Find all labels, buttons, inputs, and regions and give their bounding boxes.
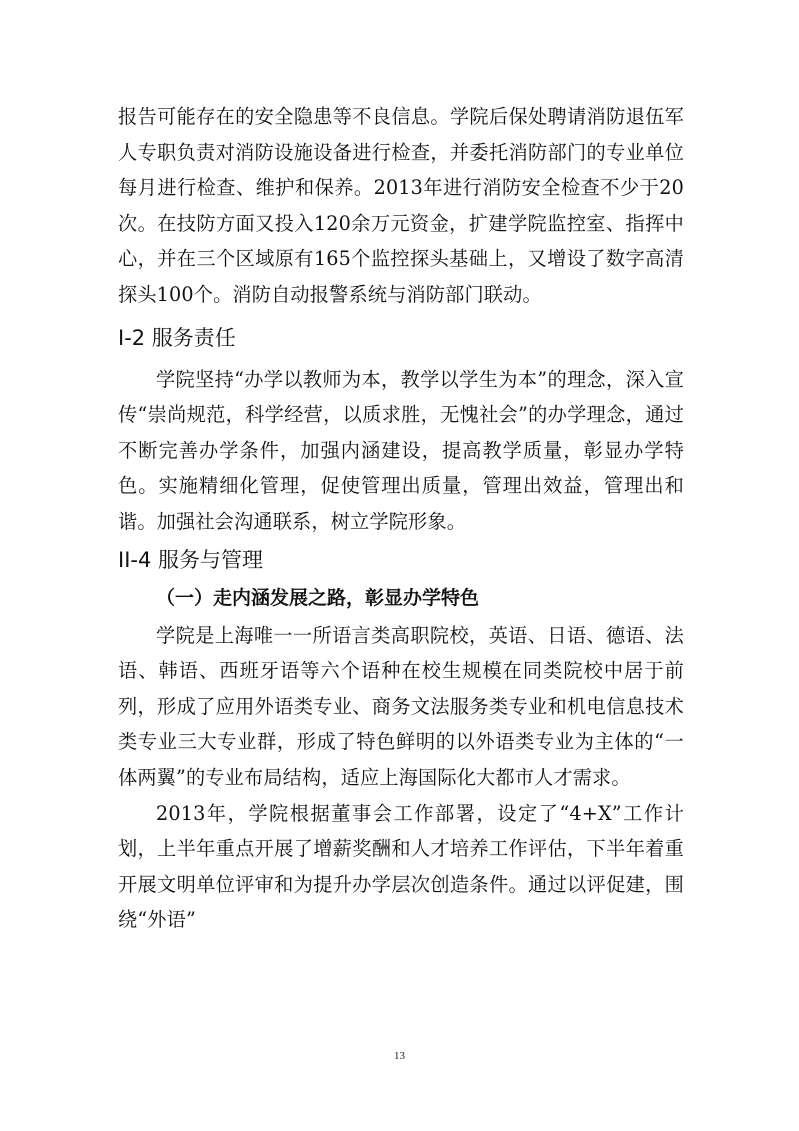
paragraph-college-profile: 学院是上海唯一一所语言类高职院校，英语、日语、德语、法语、韩语、西班牙语等六个语种在校生规模在同类院校中居于前列，形成了应用外语类专业、商务文法服务类专业和机电信息技术类专业三大专业群，形成了特色鲜明的以外语类专业为主体的“一体两翼”的专业布局结构，适应上海国际化大都市人才需求。 [118,623,684,789]
page-body [118,99,684,938]
paragraph-safety-continuation: 报告可能存在的安全隐患等不良信息。学院后保处聘请消防退伍军人专职负责对消防设施设备进行检查，并委托消防部门的专业单位每月进行检查、维护和保养。2013年进行消防安全检查不少于20次。在技防方面又投入120余万元资金，扩建学院监控室、指挥中心，并在三个区域原有165个监控探头基础上，又增设了数字高清探头100个。消防自动报警系统与消防部门联动。 [118,105,684,306]
section-heading-service-responsibility: I-2 服务责任 [118,325,236,350]
page-number: 13 [394,1050,405,1062]
section-heading-service-management: II-4 服务与管理 [118,547,264,572]
subheading-connotation-development: （一）走内涵发展之路，彰显办学特色 [156,586,480,609]
paragraph-work-plan-2013: 2013年，学院根据董事会工作部署，设定了“4+X”工作计划，上半年重点开展了增薪奖酬和人才培养工作评估，下半年着重开展文明单位评审和为提升办学层次创造条件。通过以评促建，围绕“外语” [118,801,684,932]
paragraph-service-responsibility: 学院坚持“办学以教师为本，教学以学生为本”的理念，深入宣传“崇尚规范，科学经营，以质求胜，无愧社会”的办学理念，通过不断完善办学条件，加强内涵建设，提高教学质量，彰显办学特色。实施精细化管理，促使管理出质量，管理出效益，管理出和谐。加强社会沟通联系，树立学院形象。 [118,367,684,533]
